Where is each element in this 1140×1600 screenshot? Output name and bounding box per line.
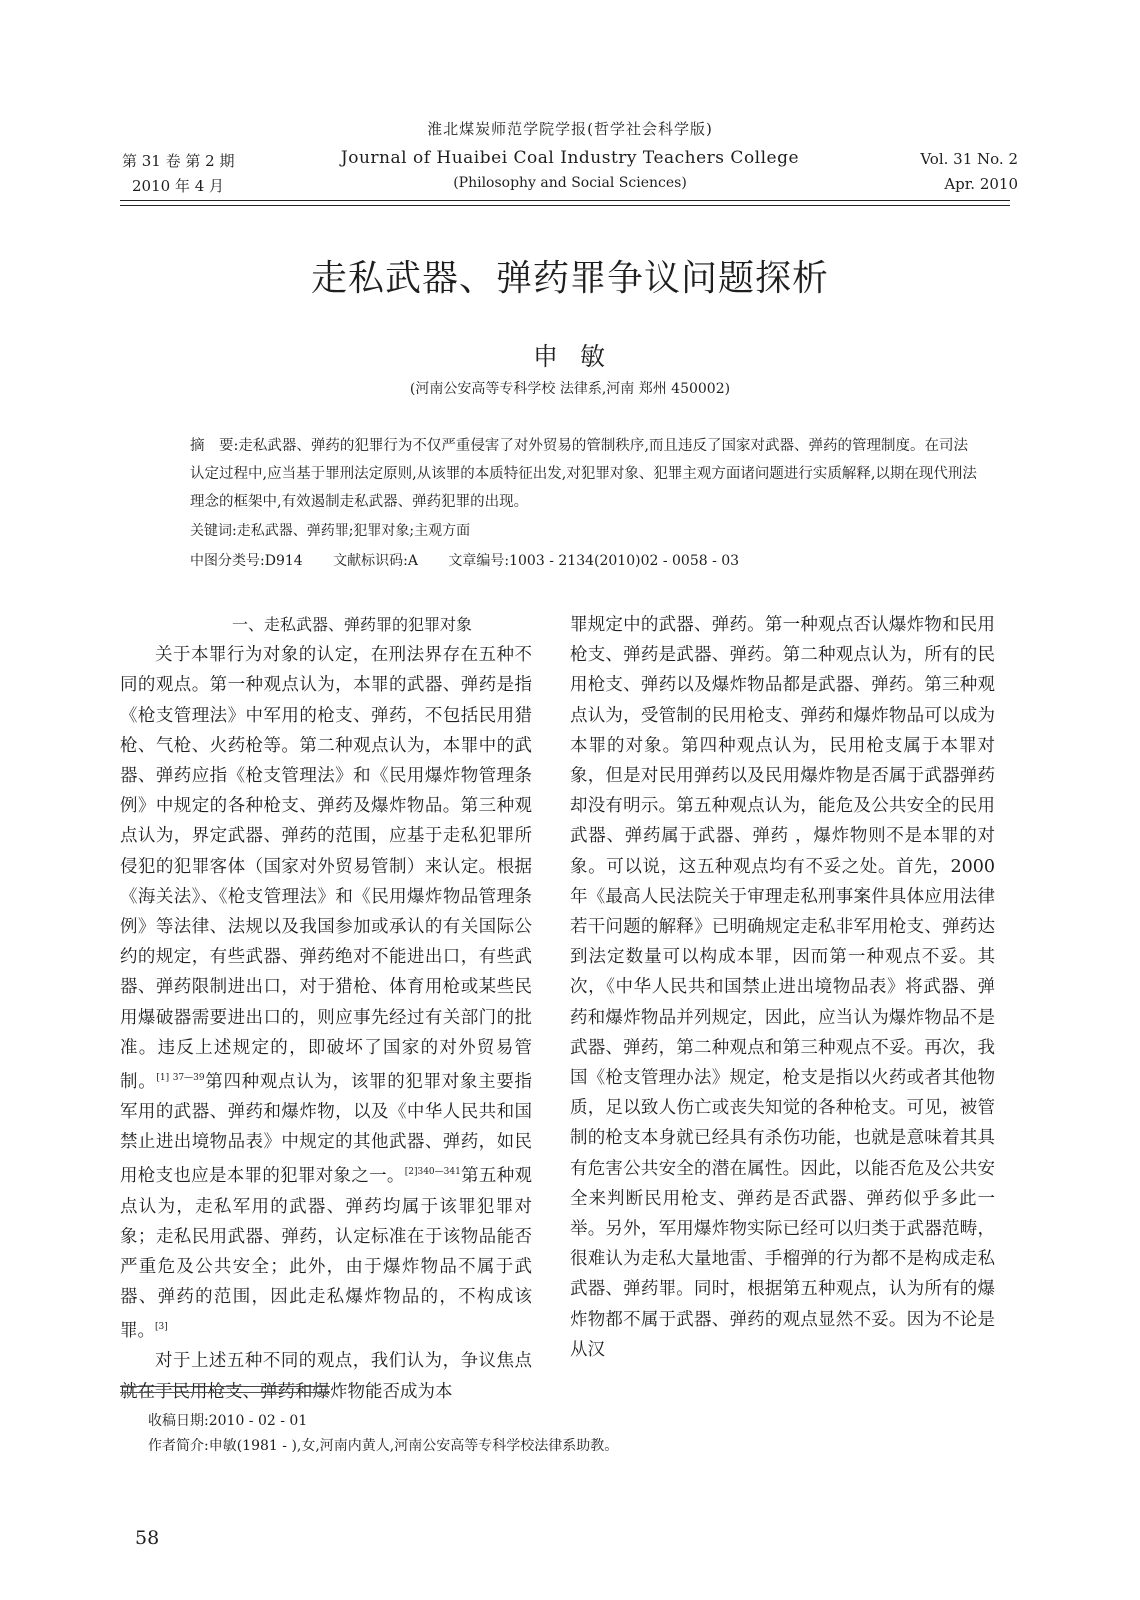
citation: [2]340—341 (404, 1167, 461, 1178)
author-bio: 作者简介:申敏(1981 - ),女,河南内黄人,河南公安高等专科学校法律系助教。 (148, 1438, 619, 1454)
paragraph: 罪规定中的武器、弹药。第一种观点否认爆炸物和民用枪支、弹药是武器、弹药。第二种观点认为，所有的民用枪支、弹药以及爆炸物品都是武器、弹药。第三种观点认为，受管制的民用枪支、弹药和爆炸物品可以成为本罪的对象。第四种观点认为，民用枪支属于本罪对象，但是对民用弹药以及民用爆炸物是否属于武器弹药却没有明示。第五种观点认为，能危及公共安全的民用武器、弹药属于武器、弹药 ，爆炸物则不是本罪的对象。可以说，这五种观点均有不妥之处。首先，2000 年《最高人民法院关于审理走私刑事案件具体应用法律若干问题的解释》已明确规定走私非军用枪支、弹药达到法定数量可以构成本罪，因而第一种观点不妥。其次，《中华人民共和国禁止进出境物品表》将武器、弹药和爆炸物品并列规定，因此，应当认为爆炸物品不是武器、弹药，第二种观点和第三种观点不妥。再次，我国《枪支管理办法》规定，枪支是指以火药或者其他物质，足以致人伤亡或丧失知觉的各种枪支。可见，被管制的枪支本身就已经具有杀伤功能，也就是意味着其具有危害公共安全的潜在属性。因此，以能否危及公共安全来判断民用枪支、弹药是否武器、弹药似乎多此一举。另外，军用爆炸物实际已经可以归类于武器范畴，很难认为走私大量地雷、手榴弹的行为都不是构成走私武器、弹药罪。同时，根据第五种观点，认为所有的爆炸物都不属于武器、弹药的观点显然不妥。因为不论是从汉 (570, 615, 995, 1360)
journal-subtitle-en: (Philosophy and Social Sciences) (453, 175, 687, 191)
paragraph (120, 640, 532, 1346)
citation: [3] (155, 1322, 168, 1333)
journal-title-cn: 淮北煤炭师范学院学报(哲学社会科学版) (427, 120, 713, 138)
article-number: 文章编号:1003 - 2134(2010)02 - 0058 - 03 (448, 553, 740, 569)
paragraph-text: 第五种观点认为，走私军用的武器、弹药均属于该罪犯罪对象；走私民用武器、弹药，认定标准在于该物品能否严重危及公共安全；此外，由于爆炸物品不属于武器、弹药的范围，因此走私爆炸物品的，不构成该罪。 (120, 1166, 533, 1342)
author-name: 申敏 (532, 342, 627, 371)
page-number: 58 (135, 1527, 160, 1549)
body-column-right (570, 610, 995, 1365)
abstract (190, 432, 980, 516)
article-title: 走私武器、弹药罪争议问题探析 (310, 258, 829, 299)
citation: [1] 37—39 (156, 1073, 205, 1084)
volume-issue-cn: 第 31 卷 第 2 期 (122, 152, 235, 170)
issue-date-cn: 2010 年 4 月 (132, 177, 225, 195)
journal-title-en: Journal of Huaibei Coal Industry Teachers College (340, 148, 800, 168)
abstract-text: 走私武器、弹药的犯罪行为不仅严重侵害了对外贸易的管制秩序,而且违反了国家对武器、弹药的管理制度。在司法认定过程中,应当基于罪刑法定原则,从该罪的本质特征出发,对犯罪对象、犯罪主观方面诸问题进行实质解释,以期在现代刑法理念的框架中,有效遏制走私武器、弹药犯罪的出现。 (190, 438, 977, 510)
classification-line (190, 550, 765, 570)
underline-mark (120, 1386, 330, 1387)
section-heading: 一、走私武器、弹药罪的犯罪对象 (232, 615, 473, 634)
clc-number: 中图分类号:D914 (190, 553, 303, 569)
paragraph: 对于上述五种不同的观点，我们认为，争议焦点就在于民用枪支、弹药和爆炸物能否成为本 (120, 1351, 532, 1402)
header-rule-thick (120, 200, 1010, 201)
footnote-rule (120, 1392, 330, 1393)
body-column-left (120, 610, 532, 1407)
header-rule-thin (120, 205, 1010, 206)
author-affiliation: (河南公安高等专科学校 法律系,河南 郑州 450002) (409, 381, 731, 397)
paragraph-text: 第四种观点认为，该罪的犯罪对象主要指军用的武器、弹药和爆炸物，以及《中华人民共和国禁止进出境物品表》中规定的其他武器、弹药，如民用枪支也应是本罪的犯罪对象之一。 (120, 1071, 533, 1187)
issue-date-en: Apr. 2010 (944, 175, 1018, 193)
document-code: 文献标识码:A (333, 553, 418, 569)
keywords: 关键词:走私武器、弹药罪;犯罪对象;主观方面 (190, 523, 471, 539)
abstract-label: 摘 要: (190, 438, 239, 454)
volume-issue-en: Vol. 31 No. 2 (920, 150, 1018, 168)
received-date: 收稿日期:2010 - 02 - 01 (148, 1413, 308, 1429)
paragraph-text: 关于本罪行为对象的认定，在刑法界存在五种不同的观点。第一种观点认为，本罪的武器、弹药是指《枪支管理法》中军用的枪支、弹药，不包括民用猎枪、气枪、火药枪等。第二种观点认为，本罪中的武器、弹药应指《枪支管理法》和《民用爆炸物管理条例》中规定的各种枪支、弹药及爆炸物品。第三种观点认为，界定武器、弹药的范围，应基于走私犯罪所侵犯的犯罪客体（国家对外贸易管制）来认定。根据《海关法》、《枪支管理法》和《民用爆炸物品管理条例》等法律、法规以及我国参加或承认的有关国际公约的规定，有些武器、弹药绝对不能进出口，有些武器、弹药限制进出口，对于猎枪、体育用枪或某些民用爆破器需要进出口的，则应事先经过有关部门的批准。违反上述规定的，即破坏了国家的对外贸易管制。 (120, 645, 532, 1092)
